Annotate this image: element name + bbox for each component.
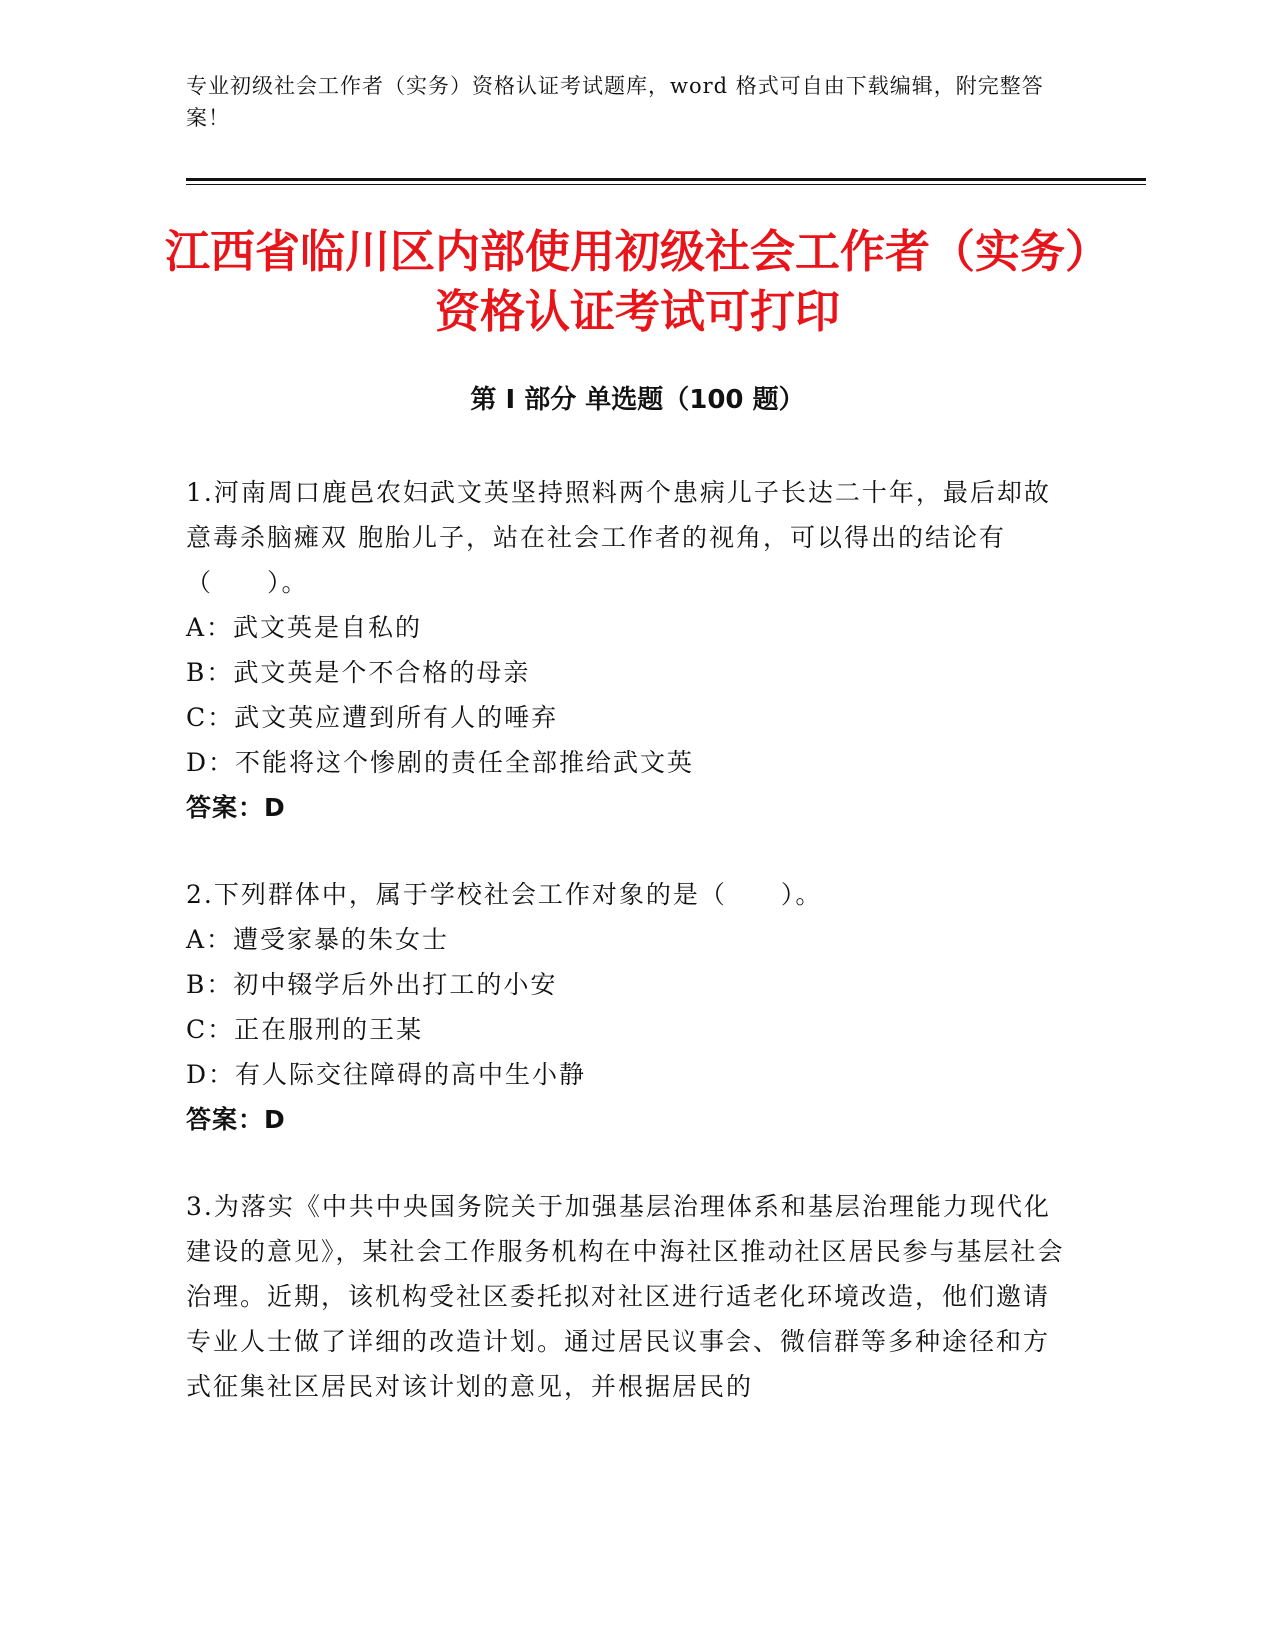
option-c: C：正在服刑的王某 bbox=[186, 1015, 424, 1044]
option-b: B：初中辍学后外出打工的小安 bbox=[186, 970, 558, 999]
option-b: B：武文英是个不合格的母亲 bbox=[186, 658, 531, 687]
question-stem: 3.为落实《中共中央国务院关于加强基层治理体系和基层治理能力现代化建设的意见》，某社会工作服务机构在中海社区推动社区居民参与基层社会治理。近期，该机构受社区委托拟对社区进行适老化环境改造，他们邀请专业人士做了详细的改造计划。通过居民议事会、微信群等多种途径和方式征集社区居民对该计划的意见，并根据居民的 bbox=[186, 1192, 1065, 1401]
header-divider-thin bbox=[186, 184, 1146, 185]
question-3 bbox=[186, 1184, 1066, 1409]
document-title: 江西省临川区内部使用初级社会工作者（实务）资格认证考试可打印 bbox=[164, 225, 1110, 338]
answer-line: 答案：D bbox=[186, 1105, 286, 1134]
answer-line: 答案：D bbox=[186, 793, 286, 822]
question-2 bbox=[186, 872, 1066, 1142]
option-d: D：不能将这个惨剧的责任全部推给武文英 bbox=[186, 748, 695, 777]
option-c: C：武文英应遭到所有人的唾弃 bbox=[186, 703, 559, 732]
header-note: 专业初级社会工作者（实务）资格认证考试题库，word 格式可自由下载编辑，附完整答案！ bbox=[186, 74, 1044, 130]
section-title: 第 I 部分 单选题（100 题） bbox=[470, 385, 805, 415]
option-a: A：武文英是自私的 bbox=[186, 613, 423, 642]
question-stem: 1.河南周口鹿邑农妇武文英坚持照料两个患病儿子长达二十年，最后却故意毒杀脑瘫双 胞胎儿子，站在社会工作者的视角，可以得出的结论有（ ）。 bbox=[186, 478, 1051, 597]
question-1 bbox=[186, 470, 1066, 830]
question-stem: 2.下列群体中，属于学校社会工作对象的是（ ）。 bbox=[186, 880, 823, 909]
question-list bbox=[186, 470, 1066, 1451]
option-d: D：有人际交往障碍的高中生小静 bbox=[186, 1060, 587, 1089]
header-divider-thick bbox=[186, 178, 1146, 181]
option-a: A：遭受家暴的朱女士 bbox=[186, 925, 450, 954]
